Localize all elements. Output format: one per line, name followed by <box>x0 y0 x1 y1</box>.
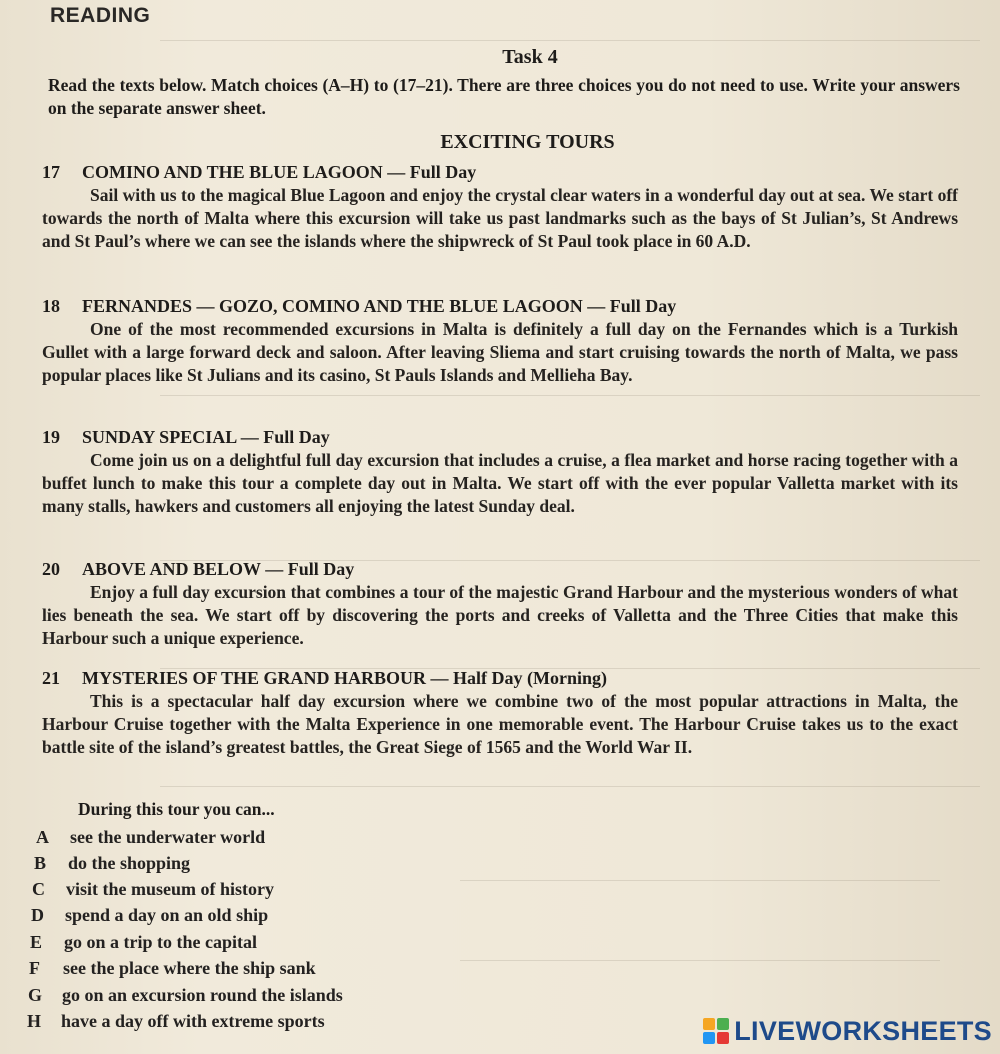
tour-heading <box>42 425 958 449</box>
tour-description: This is a spectacular half day excursion where we combine two of the most popular attractions in Malta, the Harbour Cruise together with the Malta Experience in one memorable event. The Harbour Cruise takes us to the exact battle site of the island’s greatest battles, the Great Siege of 1565 and the World War II. <box>42 691 958 757</box>
choice-text: spend a day on an old ship <box>65 905 269 925</box>
tour-21 <box>42 666 958 759</box>
tour-18 <box>42 294 958 387</box>
tour-description: Enjoy a full day excursion that combines a tour of the majestic Grand Harbour and the mysterious wonders of what lies beneath the sea. We start off by discovering the ports and creeks of Valletta and the Three Cities that make this Harbour such a unique experience. <box>42 582 958 648</box>
choice-letter: D <box>31 905 44 925</box>
choice-letter: C <box>32 879 45 899</box>
choice-text: have a day off with extreme sports <box>61 1011 325 1031</box>
task-instructions: Read the texts below. Match choices (A–H) to (17–21). There are three choices you do not need to use. Write your answers on the separate answer sheet. <box>48 75 960 118</box>
tour-number: 17 <box>42 162 60 182</box>
tour-17 <box>42 160 958 253</box>
tour-title: COMINO AND THE BLUE LAGOON — Full Day <box>82 162 477 182</box>
tour-title: FERNANDES — GOZO, COMINO AND THE BLUE LAGOON — Full Day <box>82 296 677 316</box>
bleed-through-line <box>160 786 980 787</box>
choice-h <box>27 1009 325 1033</box>
liveworksheets-logo <box>703 1016 992 1046</box>
choice-text: go on a trip to the capital <box>64 932 257 952</box>
tour-heading <box>42 666 958 690</box>
choices-heading: During this tour you can... <box>78 799 275 819</box>
tour-description: Sail with us to the magical Blue Lagoon and enjoy the crystal clear waters in a wonderful day out at sea. We start off towards the north of Malta where this excursion will take us past landmarks such as the bays of St Julian’s, St Andrews and St Paul’s where we can see the islands where the shipwreck of St Paul took place in 60 A.D. <box>42 185 958 251</box>
liveworksheets-wordmark: LIVEWORKSHEETS <box>734 1015 992 1046</box>
choice-a <box>36 825 265 849</box>
choice-b <box>34 851 190 875</box>
choice-text: see the place where the ship sank <box>63 958 316 978</box>
choice-letter: E <box>30 932 43 952</box>
choice-text: go on an excursion round the islands <box>62 985 343 1005</box>
choice-text: visit the museum of history <box>66 879 274 899</box>
choice-letter: A <box>36 827 49 847</box>
tour-heading <box>42 294 958 318</box>
task-title: Task 4 <box>502 46 558 68</box>
logo-square <box>717 1018 729 1030</box>
choice-letter: G <box>28 985 43 1005</box>
tour-20 <box>42 557 958 650</box>
tour-19 <box>42 425 958 518</box>
tour-number: 19 <box>42 427 60 447</box>
tour-number: 20 <box>42 559 60 579</box>
bleed-through-line <box>460 880 940 881</box>
tour-title: SUNDAY SPECIAL — Full Day <box>82 427 330 447</box>
logo-square <box>703 1032 715 1044</box>
tour-description: One of the most recommended excursions in Malta is definitely a full day on the Fernandes which is a Turkish Gullet with a large forward deck and saloon. After leaving Sliema and start cruising towards the north of Malta, we pass popular places like St Julians and its casino, St Pauls Islands and Mellieha Bay. <box>42 319 958 385</box>
section-heading: READING <box>50 4 151 27</box>
choice-letter: F <box>29 958 40 978</box>
choice-text: see the underwater world <box>70 827 266 847</box>
liveworksheets-icon <box>703 1018 729 1044</box>
tour-title: ABOVE AND BELOW — Full Day <box>82 559 355 579</box>
tour-heading <box>42 160 958 184</box>
choice-d <box>31 903 268 927</box>
tour-title: MYSTERIES OF THE GRAND HARBOUR — Half Day (Morning) <box>82 668 608 688</box>
choice-text: do the shopping <box>68 853 191 873</box>
choice-letter: H <box>27 1011 42 1031</box>
bleed-through-line <box>160 395 980 396</box>
tour-heading <box>42 557 958 581</box>
tour-description: Come join us on a delightful full day excursion that includes a cruise, a flea market and horse racing together with a buffet lunch to make this tour a complete day out in Malta. We start off with the ever popular Valletta market with its many stalls, hawkers and customers all enjoying the latest Sunday deal. <box>42 450 958 516</box>
bleed-through-line <box>160 40 980 41</box>
logo-square <box>717 1032 729 1044</box>
choice-c <box>32 877 274 901</box>
tour-number: 18 <box>42 296 60 316</box>
tour-number: 21 <box>42 668 60 688</box>
choice-f <box>29 956 316 980</box>
choice-g <box>28 983 343 1007</box>
logo-square <box>703 1018 715 1030</box>
choice-e <box>30 930 257 954</box>
bleed-through-line <box>460 960 940 961</box>
tours-title: EXCITING TOURS <box>440 131 615 153</box>
choice-letter: B <box>34 853 47 873</box>
